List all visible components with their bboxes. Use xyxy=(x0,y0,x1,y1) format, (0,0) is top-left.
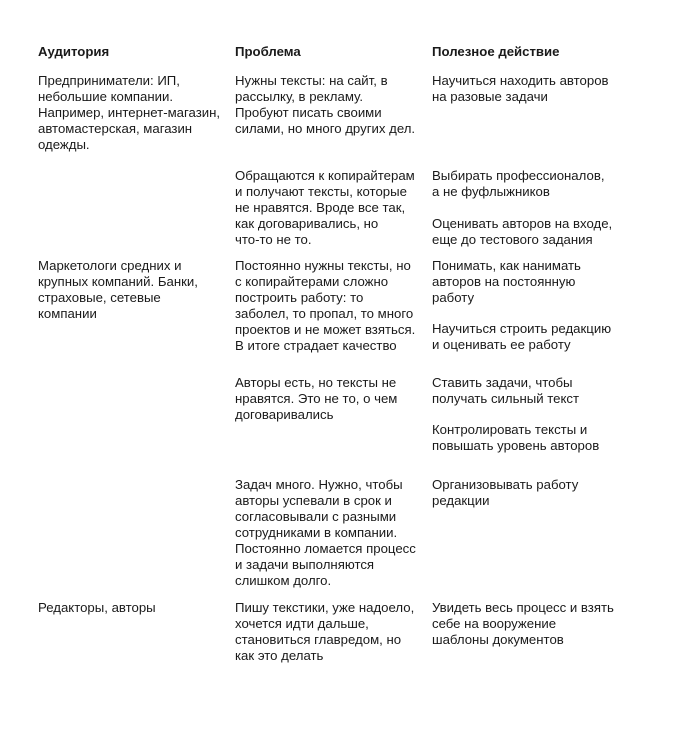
header-action: Полезное действие xyxy=(432,44,560,59)
text-line: страховые, сетевые xyxy=(38,290,161,305)
text-line: В итоге страдает качество xyxy=(235,338,397,353)
action-cell xyxy=(432,600,632,648)
text-line: Организовывать работу xyxy=(432,477,579,492)
header-audience: Аудитория xyxy=(38,44,110,59)
text-line: Понимать, как нанимать xyxy=(432,258,581,273)
text-line: шаблоны документов xyxy=(432,632,564,647)
text-line: Постоянно нужны тексты, но xyxy=(235,258,411,273)
action-cell xyxy=(432,73,632,105)
text-line: не нравятся. Вроде все так, xyxy=(235,200,406,215)
text-line: Научиться находить авторов xyxy=(432,73,609,88)
text-line: авторов на постоянную xyxy=(432,274,576,289)
text-line: рассылку, в рекламу. xyxy=(235,89,363,104)
text-line: крупных компаний. Банки, xyxy=(38,274,198,289)
problem-cell xyxy=(235,600,415,664)
text-line: Предприниматели: ИП, xyxy=(38,73,180,88)
text-line: а не фуфлыжников xyxy=(432,184,550,199)
action-cell xyxy=(432,477,632,509)
text-line: Выбирать профессионалов, xyxy=(432,168,605,183)
text-line: небольшие компании. xyxy=(38,89,174,104)
text-line: нравятся. Это не то, о чем xyxy=(235,391,398,406)
action-cell xyxy=(432,375,632,407)
problem-cell xyxy=(235,375,415,423)
text-line: одежды. xyxy=(38,137,90,152)
text-line: силами, но много других дел. xyxy=(235,121,416,136)
audience-cell xyxy=(38,73,228,153)
text-line: авторы успевали в срок и xyxy=(235,493,392,508)
text-line: Оценивать авторов на входе, xyxy=(432,216,613,231)
audience-cell xyxy=(38,258,228,322)
text-line: автомастерская, магазин xyxy=(38,121,193,136)
text-line: как договаривались, но xyxy=(235,216,379,231)
text-line: и задачи выполняются xyxy=(235,557,375,572)
text-line: Научиться строить редакцию xyxy=(432,321,612,336)
text-line: и получают тексты, которые xyxy=(235,184,407,199)
text-line: еще до тестового задания xyxy=(432,232,593,247)
text-line: сотрудниками в компании. xyxy=(235,525,398,540)
text-line: компании xyxy=(38,306,97,321)
text-line: редакции xyxy=(432,493,490,508)
text-line: Авторы есть, но тексты не xyxy=(235,375,397,390)
problem-cell xyxy=(235,477,415,589)
text-line: Задач много. Нужно, чтобы xyxy=(235,477,403,492)
text-line: Обращаются к копирайтерам xyxy=(235,168,415,183)
action-cell xyxy=(432,258,632,306)
text-line: на разовые задачи xyxy=(432,89,548,104)
text-line: заболел, то пропал, то много xyxy=(235,306,414,321)
text-line: работу xyxy=(432,290,475,305)
text-line: проектов и не может взяться. xyxy=(235,322,416,337)
text-line: Маркетологи средних и xyxy=(38,258,182,273)
audience-cell xyxy=(38,600,228,616)
problem-cell xyxy=(235,73,415,137)
text-line: слишком долго. xyxy=(235,573,332,588)
text-line: построить работу: то xyxy=(235,290,364,305)
action-cell xyxy=(432,321,632,353)
text-line: повышать уровень авторов xyxy=(432,438,600,453)
text-line: Постоянно ломается процесс xyxy=(235,541,416,556)
text-line: договаривались xyxy=(235,407,334,422)
text-line: Увидеть весь процесс и взять xyxy=(432,600,614,615)
text-line: с копирайтерами сложно xyxy=(235,274,389,289)
problem-cell xyxy=(235,168,415,248)
text-line: себе на вооружение xyxy=(432,616,557,631)
text-line: и оценивать ее работу xyxy=(432,337,571,352)
text-line: хочется идти дальше, xyxy=(235,616,369,631)
action-cell xyxy=(432,168,632,200)
text-line: Пишу текстики, уже надоело, xyxy=(235,600,415,615)
text-line: Редакторы, авторы xyxy=(38,600,156,615)
problem-cell xyxy=(235,258,415,354)
text-line: что-то не то. xyxy=(235,232,312,247)
text-line: становиться главредом, но xyxy=(235,632,402,647)
text-line: Ставить задачи, чтобы xyxy=(432,375,573,390)
action-cell xyxy=(432,216,632,248)
action-cell xyxy=(432,422,632,454)
text-line: согласовывали с разными xyxy=(235,509,397,524)
text-line: Контролировать тексты и xyxy=(432,422,588,437)
text-line: Нужны тексты: на сайт, в xyxy=(235,73,388,88)
header-problem: Проблема xyxy=(235,44,301,59)
text-line: Пробуют писать своими xyxy=(235,105,382,120)
text-line: Например, интернет-магазин, xyxy=(38,105,221,120)
text-line: получать сильный текст xyxy=(432,391,580,406)
text-line: как это делать xyxy=(235,648,324,663)
